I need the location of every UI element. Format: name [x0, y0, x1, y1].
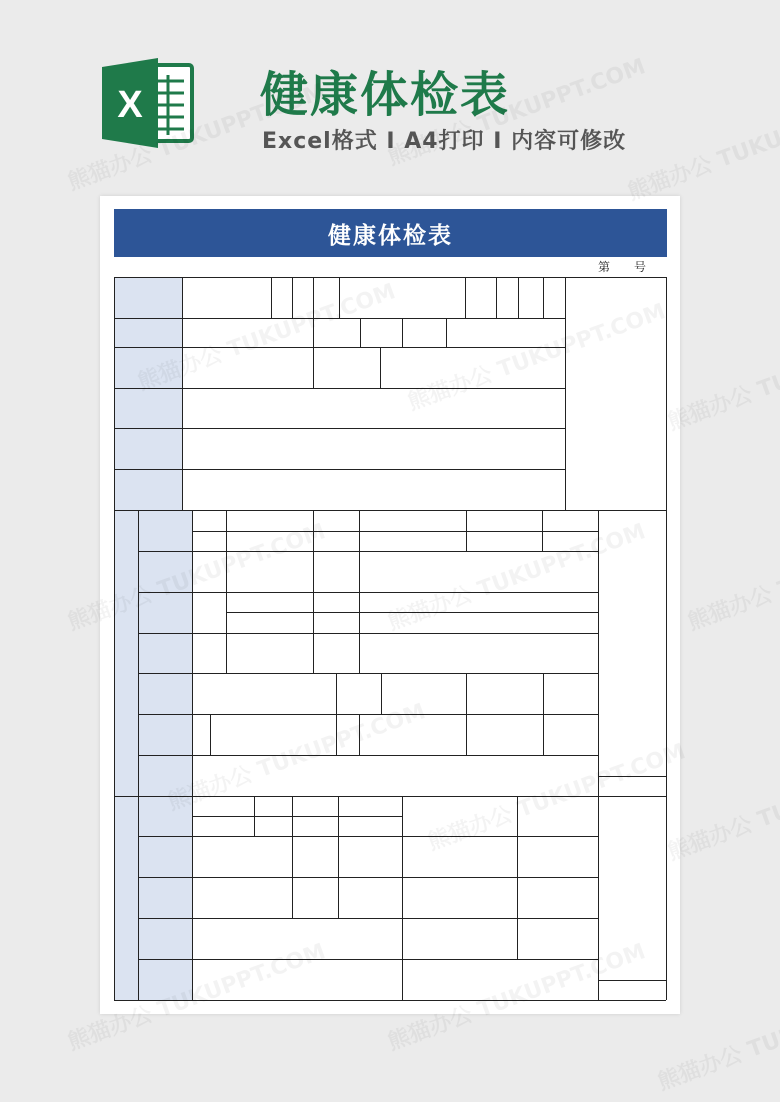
watermark-text — [663, 744, 780, 866]
form-sheet — [100, 196, 680, 1014]
serial-number-label: 第 号 — [598, 260, 647, 274]
watermark-text — [683, 514, 780, 636]
page-subtitle: Excel格式 I A4打印 I 内容可修改 — [262, 129, 627, 154]
page-title: 健康体检表 — [260, 67, 511, 123]
watermark-text — [623, 84, 780, 206]
excel-logo-icon — [100, 55, 196, 151]
watermark-text — [663, 314, 780, 436]
logo-letter: X — [117, 84, 143, 126]
form-banner: 健康体检表 — [114, 209, 667, 257]
